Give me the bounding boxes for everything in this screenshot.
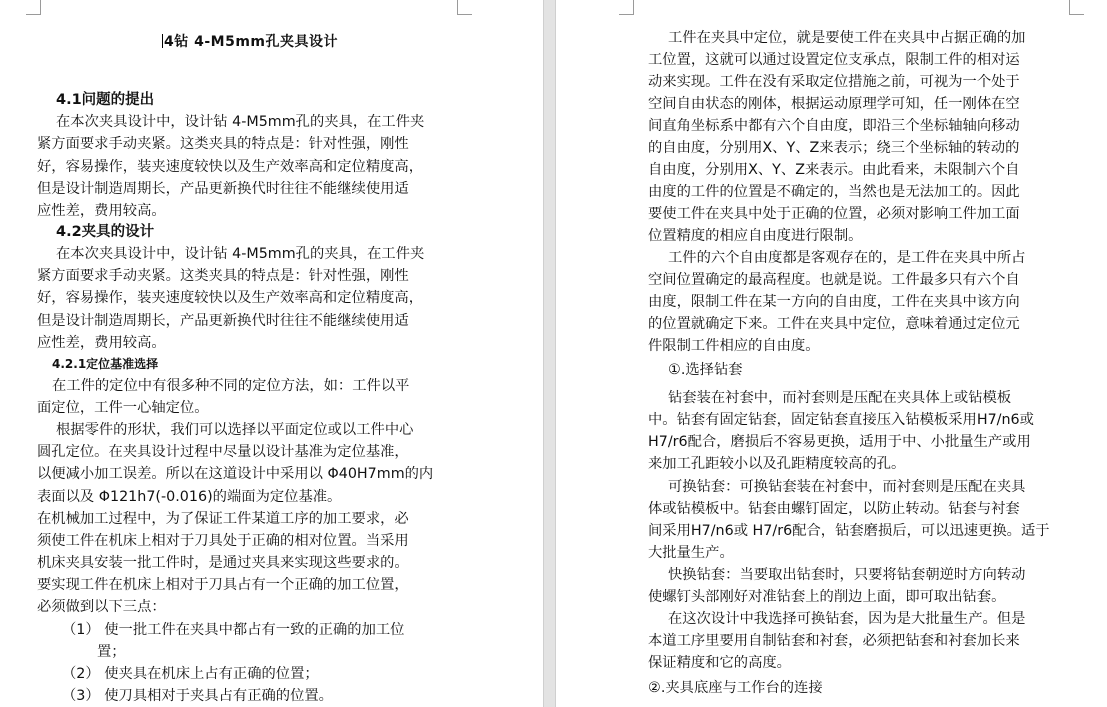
paragraph-line: 在这次设计中我选择可换钻套，因为是大批量生产。但是: [668, 611, 1026, 627]
text-cursor: [162, 34, 163, 48]
paragraph-line: 圆孔定位。在夹具设计过程中尽量以设计基准为定位基准，: [37, 444, 409, 460]
subheading-select-drill-bushing: ①.选择钻套: [668, 362, 743, 378]
paragraph-line: 机床夹具安装一批工件时，是通过夹具来实现这些要求的。: [37, 555, 409, 571]
paragraph-line: 应性差，费用较高。: [37, 203, 166, 219]
paragraph-line: 应性差，费用较高。: [37, 335, 166, 351]
paragraph-line: 使螺钉头部刚好对准钻套上的削边上面，即可取出钻套。: [648, 589, 1006, 605]
paragraph-line: 可换钻套：可换钻套装在衬套中，而衬套则是压配在夹具: [668, 479, 1026, 495]
paragraph-line: 紧方面要求手动夹紧。这类夹具的特点是：针对性强，刚性: [37, 136, 409, 152]
paragraph-line: 中。钻套有固定钻套，固定钻套直接压入钻模板采用H7/n6或: [648, 412, 1034, 428]
paragraph-line: 位置精度的相应自由度进行限制。: [648, 228, 863, 244]
paragraph-line: 必须做到以下三点：: [37, 599, 166, 615]
paragraph-line: 空间位置确定的最高程度。也就是说。工件最多只有六个自: [648, 272, 1020, 288]
paragraph-line: 动来实现。工件在没有采取定位措施之前，可视为一个处于: [648, 74, 1020, 90]
paragraph-line: 在机械加工过程中，为了保证工件某道工序的加工要求，必: [37, 511, 409, 527]
paragraph-line: 间直角坐标系中都有六个自由度，即沿三个坐标轴轴向移动: [648, 118, 1020, 134]
list-item-1-cont: 置；: [97, 644, 126, 660]
paragraph-line: 好，容易操作，装夹速度较快以及生产效率高和定位精度高，: [37, 290, 424, 306]
paragraph-line: 根据零件的形状，我们可以选择以平面定位或以工件中心: [56, 422, 414, 438]
paragraph-line: 要使工件在夹具中处于正确的位置，必须对影响工件加工面: [648, 206, 1020, 222]
paragraph-line: 钻套装在衬套中，而衬套则是压配在夹具体上或钻模板: [668, 390, 1012, 406]
paragraph-line: 的位置就确定下来。工件在夹具中定位，意味着通过定位元: [648, 316, 1020, 332]
paragraph-line: 工位置，这就可以通过设置定位支承点，限制工件的相对运: [648, 52, 1020, 68]
paragraph-line: 工件的六个自由度都是客观存在的，是工件在夹具中所占: [668, 250, 1026, 266]
paragraph-line: 间采用H7/n6或 H7/r6配合，钻套磨损后，可以迅速更换。适于: [648, 523, 1050, 539]
paragraph-line: 来加工孔距较小以及孔距精度较高的孔。: [648, 456, 906, 472]
crop-mark-top-right: [1069, 0, 1084, 15]
crop-mark-top-left: [619, 0, 634, 15]
paragraph-line: 好，容易操作，装夹速度较快以及生产效率高和定位精度高，: [37, 159, 424, 175]
document-page-right: [556, 0, 1107, 707]
paragraph-line: 体或钻模板中。钻套由螺钉固定，以防止转动。钻套与衬套: [648, 501, 1020, 517]
paragraph-line: 但是设计制造周期长，产品更新换代时往往不能继续使用适: [37, 313, 409, 329]
paragraph-line: 由度的工件的位置是不确定的，当然也是无法加工的。因此: [648, 184, 1020, 200]
page-gutter: [543, 0, 556, 707]
document-page-left: [0, 0, 543, 707]
paragraph-line: 保证精度和它的高度。: [648, 655, 791, 671]
crop-mark-top-left: [26, 0, 41, 15]
paragraph-line: 件限制工件相应的自由度。: [648, 338, 820, 354]
paragraph-line: 要实现工件在机床上相对于刀具占有一个正确的加工位置，: [37, 577, 409, 593]
paragraph-line: 在工件的定位中有很多种不同的定位方法，如：工件以平: [52, 378, 410, 394]
crop-mark-top-right: [457, 0, 472, 15]
paragraph-line: 工件在夹具中定位，就是要使工件在夹具中占据正确的加: [668, 30, 1026, 46]
chapter-title: 4钻 4-M5mm孔夹具设计: [163, 34, 338, 50]
paragraph-line: 表面以及 Φ121h7(-0.016)的端面为定位基准。: [37, 489, 342, 505]
section-heading-4-2: 4.2夹具的设计: [56, 224, 155, 240]
list-item-2: （2） 使夹具在机床上占有正确的位置；: [62, 666, 319, 682]
paragraph-line: 由度，限制工件在某一方向的自由度，工件在夹具中该方向: [648, 294, 1020, 310]
paragraph-line: 紧方面要求手动夹紧。这类夹具的特点是：针对性强，刚性: [37, 268, 409, 284]
paragraph-line: 须使工件在机床上相对于刀具处于正确的相对位置。当采用: [37, 533, 409, 549]
paragraph-line: 但是设计制造周期长，产品更新换代时往往不能继续使用适: [37, 181, 409, 197]
paragraph-line: 自由度，分别用X、Y、Z来表示。由此看来，未限制六个自: [648, 162, 1020, 178]
subheading-fixture-base-connection: ②.夹具底座与工作台的连接: [648, 680, 823, 696]
subsection-heading-4-2-1: 4.2.1定位基准选择: [52, 357, 159, 371]
paragraph-line: 快换钻套：当要取出钻套时，只要将钻套朝逆时方向转动: [668, 567, 1026, 583]
paragraph-line: 在本次夹具设计中，设计钻 4-M5mm孔的夹具，在工件夹: [56, 114, 425, 130]
paragraph-line: 的自由度，分别用X、Y、Z来表示；绕三个坐标轴的转动的: [648, 140, 1020, 156]
paragraph-line: 大批量生产。: [648, 545, 734, 561]
list-item-3: （3） 使刀具相对于夹具占有正确的位置。: [62, 688, 333, 704]
list-item-1: （1） 使一批工件在夹具中都占有一致的正确的加工位: [62, 622, 405, 638]
paragraph-line: 以便减小加工误差。所以在这道设计中采用以 Φ40H7mm的内: [37, 466, 434, 482]
paragraph-line: 空间自由状态的刚体，根据运动原理学可知，任一刚体在空: [648, 96, 1020, 112]
section-heading-4-1: 4.1问题的提出: [56, 92, 155, 108]
paragraph-line: 在本次夹具设计中，设计钻 4-M5mm孔的夹具，在工件夹: [56, 246, 425, 262]
paragraph-line: 面定位，工件一心轴定位。: [37, 400, 209, 416]
paragraph-line: H7/r6配合，磨损后不容易更换，适用于中、小批量生产或用: [648, 434, 1031, 450]
paragraph-line: 本道工序里要用自制钻套和衬套，必须把钻套和衬套加长来: [648, 633, 1020, 649]
